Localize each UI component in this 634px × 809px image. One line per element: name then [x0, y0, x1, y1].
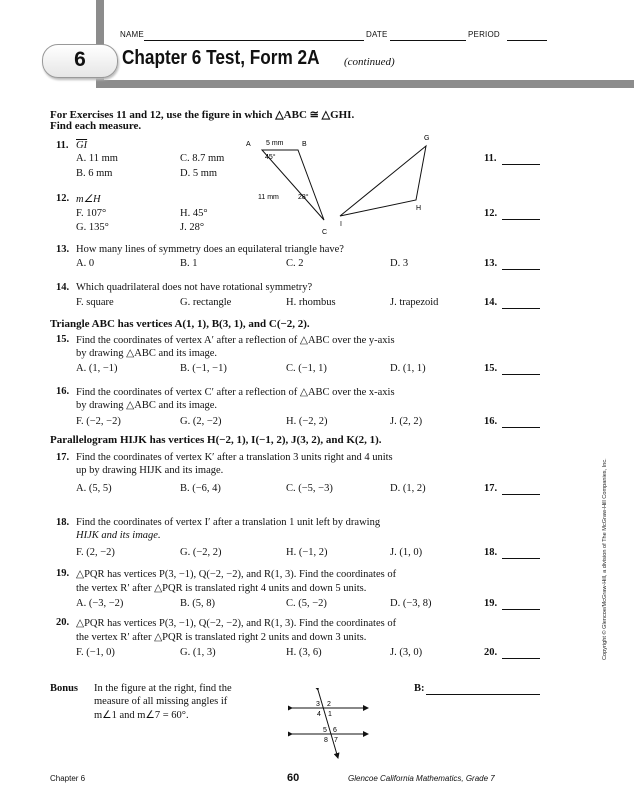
q16-choice-f: F. (−2, −2) [76, 416, 121, 427]
q13-choice-a: A. 0 [76, 258, 95, 269]
q13-choice-c: C. 2 [286, 258, 304, 269]
page-title: Chapter 6 Test, Form 2A [122, 47, 320, 69]
q19-choice-a: A. (−3, −2) [76, 598, 124, 609]
q20-stem-1: △PQR has vertices P(3, −1), Q(−2, −2), and R(1, 3). Find the coordinates of [76, 618, 397, 629]
q16-choice-h: H. (−2, 2) [286, 416, 328, 427]
q12-choice-h: H. 45° [180, 208, 208, 219]
bonus-label: Bonus [50, 683, 79, 694]
q14-choice-j: J. trapezoid [390, 297, 439, 308]
angle-2: 2 [327, 701, 331, 708]
bonus-answer-label: B: [414, 683, 425, 694]
footer-book-title: Glencoe California Mathematics, Grade 7 [348, 774, 495, 783]
q12-stem: m∠H [76, 194, 101, 205]
q20-choice-h: H. (3, 6) [286, 647, 322, 658]
period-line [507, 40, 547, 41]
q16-choice-g: G. (2, −2) [180, 416, 222, 427]
q15-answer-blank[interactable] [502, 374, 540, 375]
side-ab: 5 mm [266, 140, 284, 147]
angle-5: 5 [323, 727, 327, 734]
q17-num: 17. [56, 452, 70, 463]
q11-choice-a: A. 11 mm [76, 153, 118, 164]
angle-6: 6 [333, 727, 337, 734]
q18-num: 18. [56, 517, 70, 528]
q16-answer-num: 16. [484, 416, 498, 427]
label-G: G [424, 135, 430, 142]
q14-choice-f: F. square [76, 297, 114, 308]
q16-stem-1: Find the coordinates of vertex C′ after a reflection of △ABC over the x-axis [76, 387, 395, 398]
q16-answer-blank[interactable] [502, 427, 540, 428]
q20-choice-g: G. (1, 3) [180, 647, 216, 658]
q16-num: 16. [56, 386, 70, 397]
q18-stem-2: HIJK and its image. [76, 530, 161, 541]
q14-answer-blank[interactable] [502, 308, 540, 309]
q19-choice-b: B. (5, 8) [180, 598, 215, 609]
q17-choice-a: A. (5, 5) [76, 483, 112, 494]
q17-answer-blank[interactable] [502, 494, 540, 495]
congruent-triangles-figure [240, 128, 440, 238]
q12-num: 12. [56, 193, 70, 204]
section-abc-heading: Triangle ABC has vertices A(1, 1), B(3, 1), and C(−2, 2). [50, 318, 310, 330]
q11-choice-c: C. 8.7 mm [180, 153, 225, 164]
q15-answer-num: 15. [484, 363, 498, 374]
angle-1: 1 [328, 711, 332, 718]
q12-choice-j: J. 28° [180, 222, 205, 233]
q12-choice-f: F. 107° [76, 208, 107, 219]
q11-answer-num: 11. [484, 153, 497, 164]
angle-3: 3 [316, 701, 320, 708]
q20-stem-2: the vertex R′ after △PQR is translated right 2 units and down 3 units. [76, 632, 367, 643]
angle-8: 8 [324, 737, 328, 744]
q19-answer-blank[interactable] [502, 609, 540, 610]
q19-stem-1: △PQR has vertices P(3, −1), Q(−2, −2), and R(1, 3). Find the coordinates of [76, 569, 397, 580]
q18-choice-h: H. (−1, 2) [286, 547, 328, 558]
q17-answer-num: 17. [484, 483, 498, 494]
q13-choice-d: D. 3 [390, 258, 409, 269]
date-label: DATE [366, 30, 388, 39]
q16-choice-j: J. (2, 2) [390, 416, 423, 427]
q13-stem: How many lines of symmetry does an equilateral triangle have? [76, 244, 344, 255]
q11-num: 11. [56, 140, 69, 151]
page-subtitle: (continued) [344, 56, 395, 68]
q15-choice-b: B. (−1, −1) [180, 363, 227, 374]
q15-stem-1: Find the coordinates of vertex A′ after a reflection of △ABC over the y-axis [76, 335, 395, 346]
chapter-number: 6 [74, 48, 86, 71]
q14-answer-num: 14. [484, 297, 498, 308]
label-B: B [302, 141, 307, 148]
intro-line1: For Exercises 11 and 12, use the figure in which △ABC ≅ △GHI. [50, 109, 355, 121]
q14-stem: Which quadrilateral does not have rotational symmetry? [76, 282, 313, 293]
q18-answer-num: 18. [484, 547, 498, 558]
page-number: 60 [287, 772, 300, 784]
bonus-line3: m∠1 and m∠7 = 60°. [94, 710, 189, 721]
q18-stem-1: Find the coordinates of vertex I′ after a translation 1 unit left by drawing [76, 517, 381, 528]
q17-choice-b: B. (−6, 4) [180, 483, 221, 494]
angle-7: 7 [334, 737, 338, 744]
q12-answer-blank[interactable] [502, 219, 540, 220]
angle-b: 28° [298, 194, 309, 201]
q20-answer-blank[interactable] [502, 658, 540, 659]
label-A: A [246, 141, 251, 148]
name-label: NAME [120, 30, 144, 39]
q19-choice-c: C. (5, −2) [286, 598, 327, 609]
q18-choice-f: F. (2, −2) [76, 547, 115, 558]
q20-choice-j: J. (3, 0) [390, 647, 423, 658]
q19-choice-d: D. (−3, 8) [390, 598, 432, 609]
q12-choice-g: G. 135° [76, 222, 109, 233]
q15-choice-a: A. (1, −1) [76, 363, 118, 374]
section-hijk-heading: Parallelogram HIJK has vertices H(−2, 1), I(−1, 2), J(3, 2), and K(2, 1). [50, 434, 382, 446]
name-line [144, 40, 364, 41]
bonus-line1: In the figure at the right, find the [94, 683, 232, 694]
q13-num: 13. [56, 244, 70, 255]
label-H: H [416, 205, 422, 212]
q18-choice-j: J. (1, 0) [390, 547, 423, 558]
copyright-notice: Copyright © Glencoe/McGraw-Hill, a division of The McGraw-Hill Companies, Inc. [602, 458, 608, 660]
q11-choice-d: D. 5 mm [180, 168, 218, 179]
q14-choice-g: G. rectangle [180, 297, 232, 308]
q15-stem-2: by drawing △ABC and its image. [76, 348, 218, 359]
q11-answer-blank[interactable] [502, 164, 540, 165]
q19-answer-num: 19. [484, 598, 498, 609]
q20-choice-f: F. (−1, 0) [76, 647, 115, 658]
side-ac: 11 mm [258, 194, 279, 201]
q19-stem-2: the vertex R′ after △PQR is translated right 4 units and down 5 units. [76, 583, 367, 594]
q15-choice-c: C. (−1, 1) [286, 363, 327, 374]
q13-choice-b: B. 1 [180, 258, 198, 269]
intro-line2: Find each measure. [50, 120, 142, 132]
q17-choice-d: D. (1, 2) [390, 483, 426, 494]
q18-answer-blank[interactable] [502, 558, 540, 559]
q13-answer-num: 13. [484, 258, 498, 269]
angle-a: 45° [265, 154, 276, 161]
q11-choice-b: B. 6 mm [76, 168, 113, 179]
q11-stem: $\overline{GI}$ [76, 140, 88, 151]
label-I: I [340, 221, 342, 228]
q20-num: 20. [56, 617, 70, 628]
q14-choice-h: H. rhombus [286, 297, 336, 308]
q12-answer-num: 12. [484, 208, 498, 219]
q19-num: 19. [56, 568, 70, 579]
label-C: C [322, 229, 328, 236]
bonus-answer-blank[interactable] [426, 694, 540, 695]
footer-chapter: Chapter 6 [50, 774, 86, 783]
q17-choice-c: C. (−5, −3) [286, 483, 333, 494]
q13-answer-blank[interactable] [502, 269, 540, 270]
q17-stem-1: Find the coordinates of vertex K′ after a translation 3 units right and 4 units [76, 452, 393, 463]
q14-num: 14. [56, 282, 70, 293]
q16-stem-2: by drawing △ABC and its image. [76, 400, 218, 411]
q18-choice-g: G. (−2, 2) [180, 547, 222, 558]
bonus-line2: measure of all missing angles if [94, 696, 228, 707]
period-label: PERIOD [468, 30, 500, 39]
q20-answer-num: 20. [484, 647, 498, 658]
q15-num: 15. [56, 334, 70, 345]
parallel-lines-transversal-figure [288, 688, 372, 760]
date-line [390, 40, 466, 41]
chapter-badge [42, 44, 118, 78]
q17-stem-2: up by drawing HIJK and its image. [76, 465, 224, 476]
q15-choice-d: D. (1, 1) [390, 363, 426, 374]
angle-4: 4 [317, 711, 321, 718]
